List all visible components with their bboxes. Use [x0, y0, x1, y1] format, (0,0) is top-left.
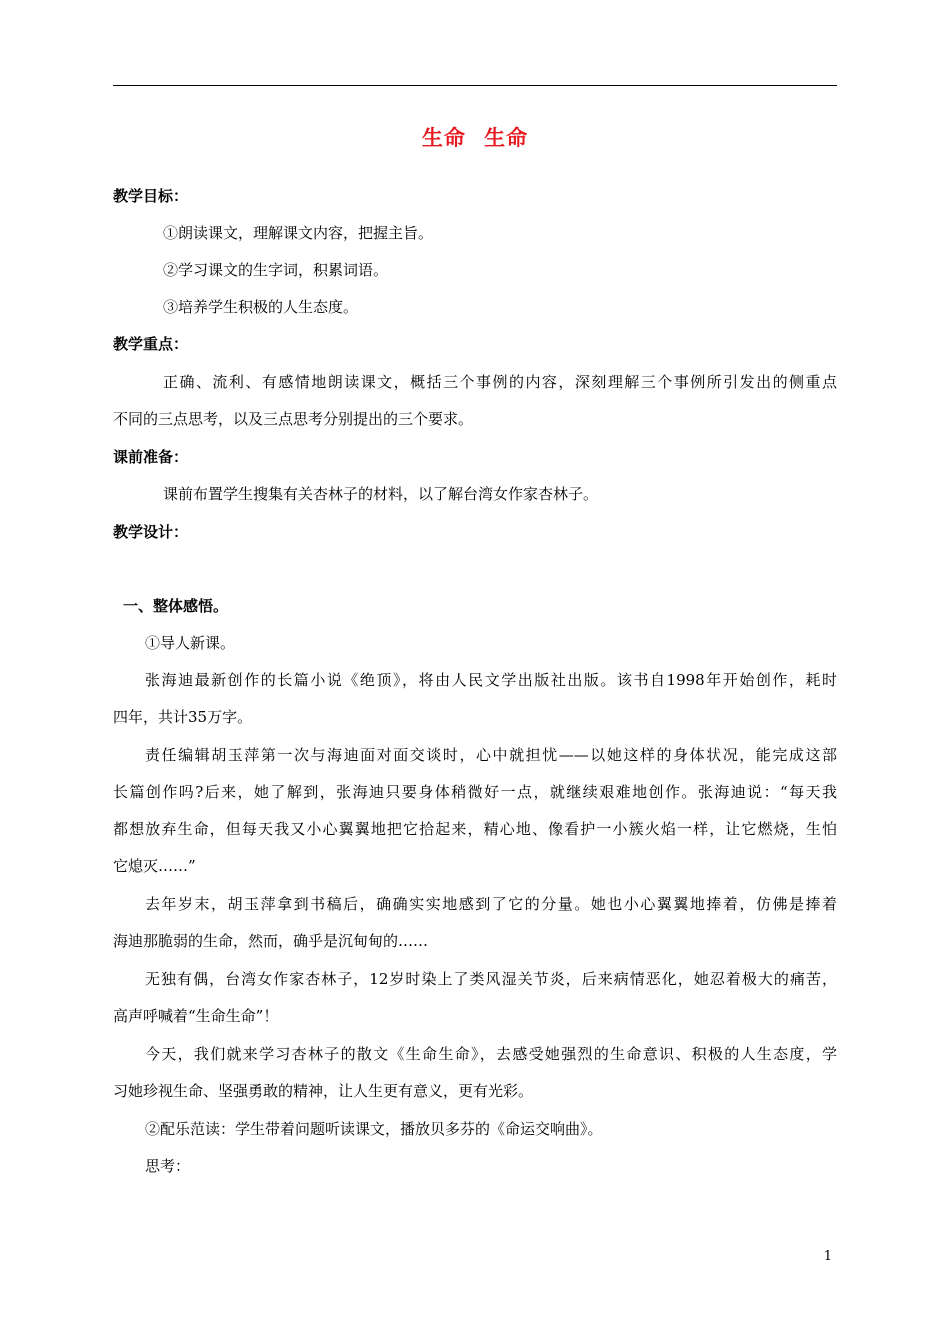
paragraph-line: 习她珍视生命、坚强勇敢的精神，让人生更有意义，更有光彩。: [113, 1082, 534, 1100]
step-label: ②配乐范读：学生带着问题听读课文，播放贝多芬的《命运交响曲》。: [145, 1120, 603, 1138]
objective-item: ③培养学生积极的人生态度。: [163, 298, 359, 316]
page-number: 1: [823, 1249, 832, 1264]
paragraph-line: 今天，我们就来学习杏林子的散文《生命生命》，去感受她强烈的生命意识、积极的人生态度，学: [145, 1045, 837, 1063]
paragraph-line: 去年岁末，胡玉萍拿到书稿后，确确实实地感到了它的分量。她也小心翼翼地捧着，仿佛是捧着: [145, 895, 837, 913]
objective-item: ①朗读课文，理解课文内容，把握主旨。: [163, 224, 434, 242]
paragraph-line: 无独有偶，台湾女作家杏林子，12岁时染上了类风湿关节炎，后来病情恶化，她忍着极大的痛苦，: [145, 970, 837, 988]
heading-design: 教学设计：: [113, 523, 189, 541]
heading-preparation: 课前准备：: [113, 448, 189, 466]
key-points-line: 不同的三点思考，以及三点思考分别提出的三个要求。: [113, 410, 474, 428]
header-rule: [113, 85, 837, 86]
page-title: 生命 生命: [421, 125, 529, 150]
section-heading: 一、整体感悟。: [123, 597, 229, 615]
paragraph-line: 张海迪最新创作的长篇小说《绝顶》，将由人民文学出版社出版。该书自1998年开始创作，耗时: [145, 671, 837, 689]
paragraph-line: 四年，共计35万字。: [113, 708, 253, 726]
paragraph-line: 它熄灭……”: [113, 857, 196, 875]
paragraph-line: 责任编辑胡玉萍第一次与海迪面对面交谈时，心中就担忧——以她这样的身体状况，能完成这部: [145, 746, 837, 764]
paragraph-line: 长篇创作吗?后来，她了解到，张海迪只要身体稍微好一点，就继续艰难地创作。张海迪说：“每天我: [113, 783, 837, 801]
paragraph-line: 海迪那脆弱的生命，然而，确乎是沉甸甸的……: [113, 932, 429, 950]
objective-item: ②学习课文的生字词，积累词语。: [163, 261, 389, 279]
heading-key-points: 教学重点：: [113, 335, 189, 353]
step-label: ①导人新课。: [145, 634, 236, 652]
paragraph-line: 都想放弃生命，但每天我又小心翼翼地把它拾起来，精心地、像看护一小簇火焰一样，让它燃烧，生怕: [113, 820, 837, 838]
key-points-line: 正确、流利、有感情地朗读课文，概括三个事例的内容，深刻理解三个事例所引发出的侧重点: [163, 373, 837, 391]
paragraph-line: 高声呼喊着“生命生命”！: [113, 1007, 279, 1025]
preparation-text: 课前布置学生搜集有关杏林子的材料，以了解台湾女作家杏林子。: [163, 485, 599, 503]
heading-objectives: 教学目标：: [113, 187, 189, 205]
step-label: 思考：: [145, 1157, 191, 1175]
